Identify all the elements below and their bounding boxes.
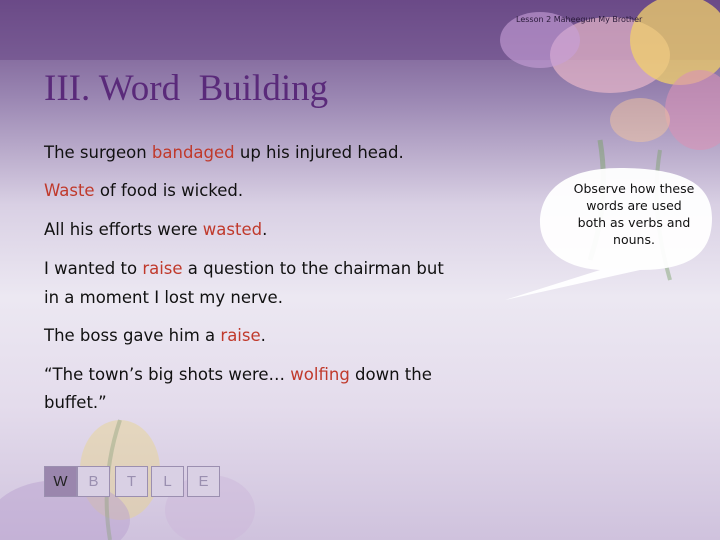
sentence-text: in a moment I lost my nerve.: [44, 288, 283, 307]
sentence-text: The surgeon: [44, 143, 152, 162]
sentence-text: .: [262, 220, 268, 239]
sentence-text: The boss gave him a: [44, 326, 221, 345]
highlighted-word: wolfing: [290, 365, 350, 384]
sentence-text: All his efforts were: [44, 220, 203, 239]
sentence-line: [44, 393, 107, 412]
speech-bubble-text: Observe how these words are used both as verbs and nouns.: [573, 181, 695, 247]
sentence-text: I wanted to: [44, 259, 143, 278]
highlighted-word: wasted: [202, 220, 263, 239]
sentence-text: buffet.”: [44, 393, 107, 412]
sentence-line: [44, 181, 243, 200]
highlighted-word: raise: [142, 259, 183, 278]
sentence-line: [44, 288, 283, 307]
sentence-line: [44, 259, 444, 278]
highlighted-word: bandaged: [151, 143, 235, 162]
sentence-line: [44, 143, 404, 162]
sentence-text: of food is wicked.: [94, 181, 244, 200]
nav-button-w[interactable]: W: [44, 466, 77, 497]
sentence-text: down the: [349, 365, 432, 384]
nav-button-t[interactable]: T: [115, 466, 148, 497]
sentence-text: “The town’s big shots were…: [44, 365, 291, 384]
sentence-line: [44, 365, 432, 384]
nav-button-e[interactable]: E: [187, 466, 220, 497]
highlighted-word: raise: [220, 326, 261, 345]
slide-title: III. Word Building: [44, 68, 329, 109]
sentence-line: [44, 326, 266, 345]
nav-button-b[interactable]: B: [77, 466, 110, 497]
highlighted-word: Waste: [44, 181, 95, 200]
nav-button-l[interactable]: L: [151, 466, 184, 497]
sentence-line: [44, 220, 267, 239]
lesson-header: Lesson 2 Maheegun My Brother: [516, 15, 643, 24]
sentence-text: up his injured head.: [234, 143, 404, 162]
sentence-text: a question to the chairman but: [182, 259, 444, 278]
sentence-text: .: [260, 326, 266, 345]
